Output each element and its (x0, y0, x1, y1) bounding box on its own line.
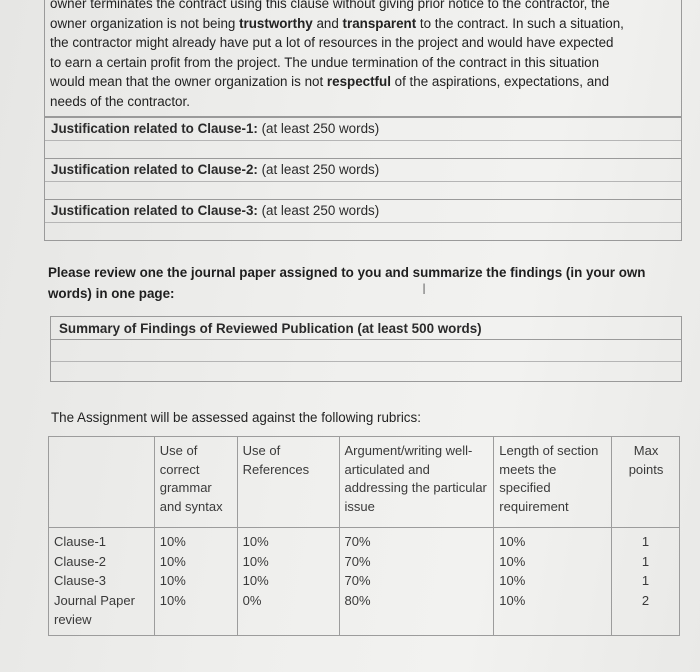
justification-heading: Justification related to Clause-2: (at least 250 words) (45, 159, 681, 181)
intro-line: owner organization is not being trustworthy and transparent to the contract. In such a situation, (50, 15, 624, 31)
rubric-grammar-column: 10% 10% 10% 10% (154, 528, 237, 636)
intro-line: needs of the contractor. (50, 93, 190, 109)
justification-clause-1 (45, 117, 681, 158)
rubric-header-length: Length of section meets the specified requirement (494, 437, 612, 528)
justification-clause-3 (45, 199, 681, 240)
summary-answer-field[interactable] (51, 343, 681, 362)
justification-answer-field[interactable] (45, 140, 681, 158)
review-instructions (48, 262, 668, 304)
rubric-references-column: 10% 10% 10% 0% (237, 528, 339, 636)
justification-answer-field[interactable] (45, 222, 681, 240)
justification-heading: Justification related to Clause-3: (at least 250 words) (45, 200, 681, 222)
rubric-max-points-column: 1 1 1 2 (612, 528, 680, 636)
justification-heading: Justification related to Clause-1: (at least 250 words) (45, 118, 681, 140)
summary-heading: Summary of Findings of Reviewed Publication (at least 500 words) (51, 317, 681, 340)
intro-line: owner terminates the contract using this clause without giving prior notice to the contractor, the (50, 0, 610, 11)
intro-paragraph (50, 0, 676, 112)
justification-clause-2 (45, 158, 681, 199)
rubric-header-argument: Argument/writing well-articulated and addressing the particular issue (339, 437, 494, 528)
rubric-header-blank (49, 437, 155, 528)
rubric-header-max-points: Max points (612, 437, 680, 528)
rubric-names-column: Clause-1 Clause-2 Clause-3 Journal Paper review (49, 528, 155, 636)
intro-line: the contractor might already have put a lot of resources in the project and would have expected (50, 35, 614, 51)
text-cursor-icon: I (422, 282, 427, 298)
justification-answer-field[interactable] (45, 181, 681, 199)
rubric-intro: The Assignment will be assessed against the following rubrics: (51, 410, 421, 425)
rubric-header-references: Use of References (237, 437, 339, 528)
rubric-header-row (49, 437, 680, 528)
rubric-argument-column: 70% 70% 70% 80% (339, 528, 494, 636)
review-line: words) in one page: (48, 286, 175, 301)
intro-line: to earn a certain profit from the project. The undue termination of the contract in this situation (50, 54, 600, 70)
summary-table (50, 316, 682, 382)
rubric-length-column: 10% 10% 10% 10% (494, 528, 612, 636)
rubric-values-row (49, 528, 680, 636)
rubric-table (48, 436, 680, 636)
justification-table (44, 117, 682, 241)
rubric-header-grammar: Use of correct grammar and syntax (154, 437, 237, 528)
intro-line: would mean that the owner organization is not respectful of the aspirations, expectations, and (50, 74, 610, 90)
review-line: Please review one the journal paper assigned to you and summarize the findings (in your own (48, 265, 646, 280)
